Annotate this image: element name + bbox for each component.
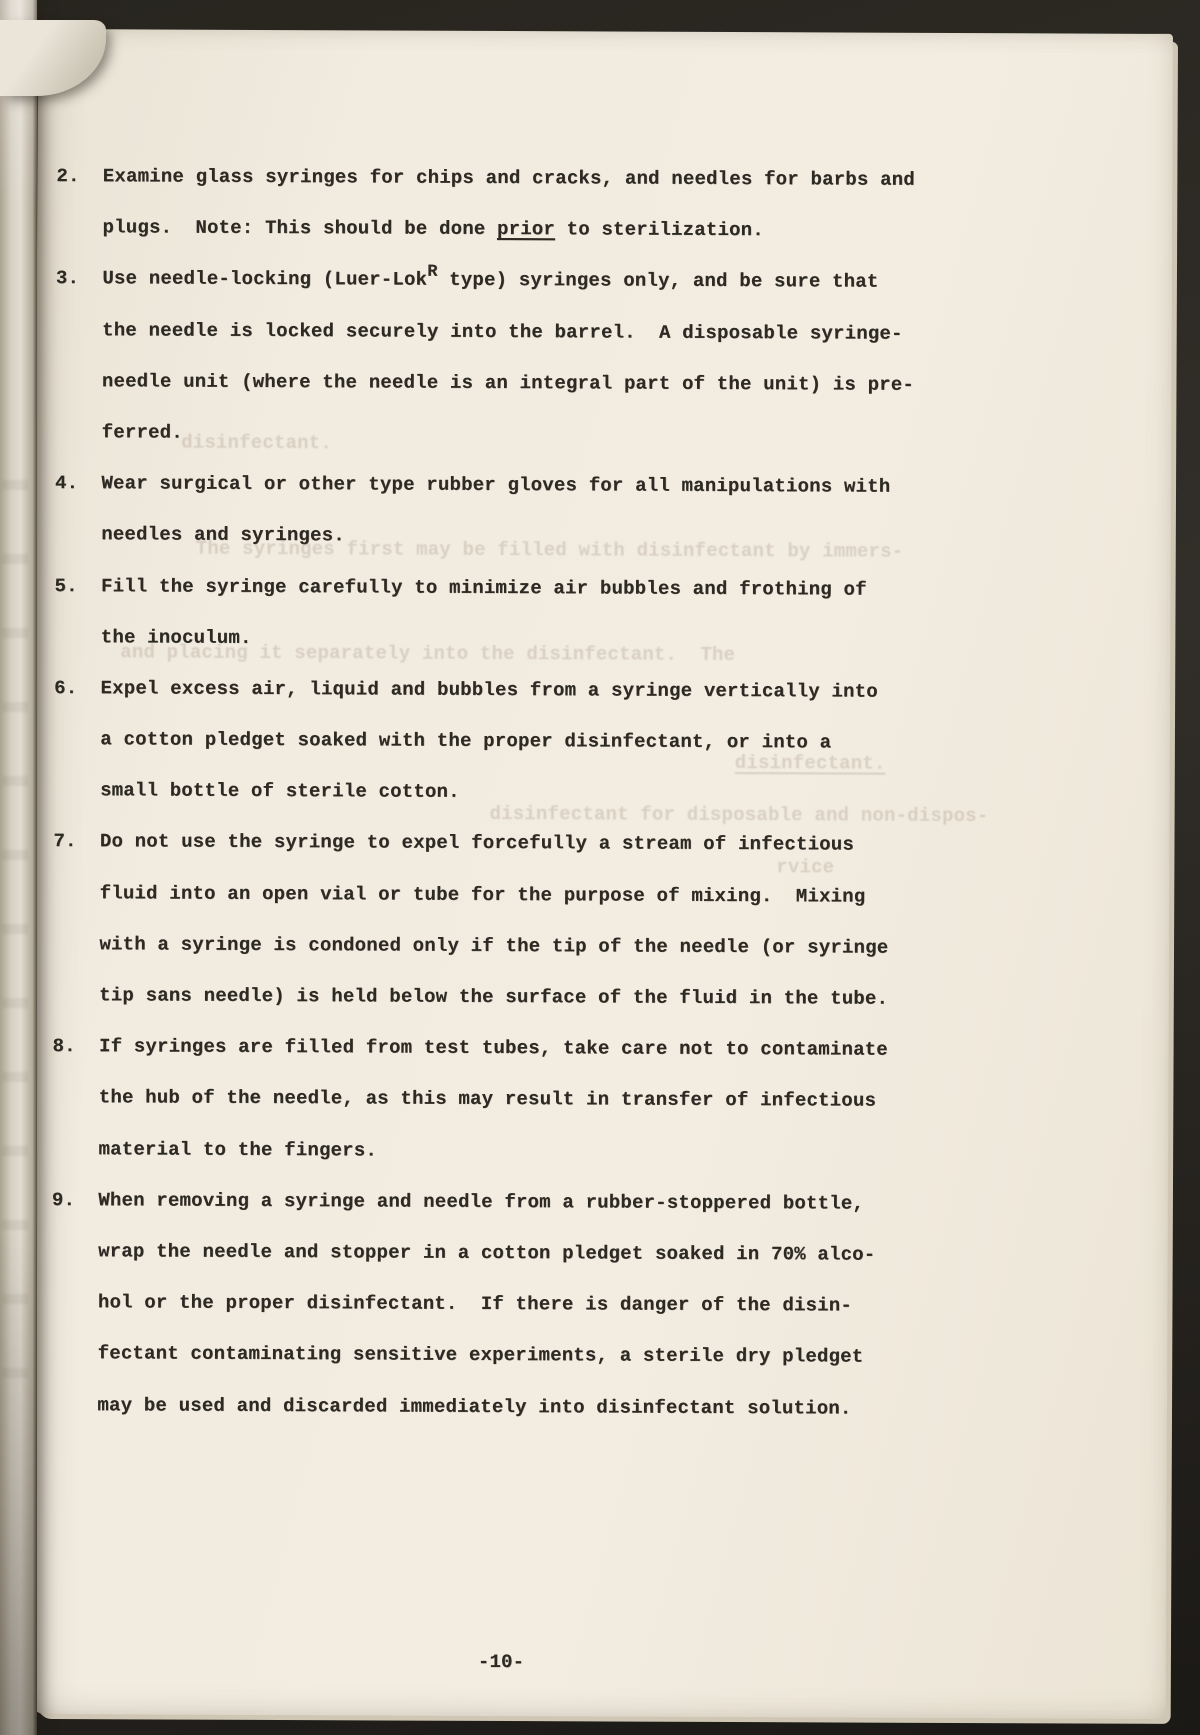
item-number: 9. bbox=[51, 1188, 99, 1212]
bleed-through-line: The syringes first may be filled with disinfectant by immers- bbox=[195, 537, 904, 563]
item-number: 6. bbox=[54, 676, 101, 700]
line-text: the inoculum. bbox=[100, 625, 252, 649]
item-number: 4. bbox=[54, 472, 102, 495]
item-indent bbox=[51, 1291, 98, 1313]
item-indent bbox=[51, 1394, 98, 1416]
list-item-first-line bbox=[52, 1035, 911, 1090]
line-text: hol or the proper disinfectant. If there is danger of the disin- bbox=[97, 1291, 853, 1317]
item-indent bbox=[53, 984, 100, 1006]
list-item-continuation-line bbox=[51, 1342, 910, 1397]
bleed-through-line: rvice bbox=[776, 856, 835, 879]
bleed-through-line: disinfectant. bbox=[181, 431, 333, 455]
list-item-continuation-line bbox=[53, 882, 912, 937]
item-indent bbox=[55, 421, 102, 443]
line-text: wrap the needle and stopper in a cotton pledget soaked in 70% alco- bbox=[98, 1240, 876, 1266]
line-text: When removing a syringe and needle from a rubber-stoppered bottle, bbox=[98, 1189, 865, 1215]
line-text: plugs. Note: This should be done bbox=[102, 216, 498, 241]
item-indent bbox=[55, 523, 102, 545]
item-indent bbox=[54, 626, 101, 648]
list-item-continuation-line bbox=[51, 1240, 910, 1295]
list-item-continuation-line bbox=[51, 1394, 910, 1449]
line-text: the hub of the needle, as this may result in transfer of infectious bbox=[98, 1086, 877, 1113]
list-item-continuation-line bbox=[56, 216, 915, 271]
item-number: 5. bbox=[54, 574, 102, 597]
item-indent bbox=[54, 728, 101, 750]
bleed-through-marks bbox=[2, 480, 28, 1380]
list-item-first-line bbox=[55, 263, 915, 322]
line-text: may be used and discarded immediately into disinfectant solution. bbox=[97, 1393, 852, 1420]
item-number: 8. bbox=[52, 1035, 100, 1058]
item-number: 3. bbox=[55, 267, 103, 290]
list-item-first-line bbox=[52, 1189, 911, 1244]
line-text: Wear surgical or other type rubber gloves for all manipulations with bbox=[101, 472, 891, 498]
item-indent bbox=[52, 1138, 99, 1160]
line-text: to sterilization. bbox=[554, 218, 764, 242]
line-text: small bottle of sterile cotton. bbox=[100, 779, 460, 804]
list-item-continuation-line bbox=[51, 1291, 910, 1346]
line-text: fluid into an open vial or tube for the purpose of mixing. Mixing bbox=[99, 881, 866, 908]
line-text: material to the fingers. bbox=[98, 1137, 378, 1162]
list-item-continuation-line bbox=[54, 779, 913, 834]
list-item-continuation-line bbox=[55, 523, 914, 578]
list-item-first-line bbox=[53, 831, 912, 886]
line-text: Do not use the syringe to expel forcefully a stream of infectious bbox=[99, 830, 855, 857]
numbered-procedure-list bbox=[51, 165, 915, 1448]
bleed-through-line: disinfectant. bbox=[734, 752, 886, 775]
item-indent bbox=[52, 1240, 99, 1262]
superscript-text: R bbox=[427, 263, 438, 283]
item-number: 7. bbox=[53, 830, 100, 853]
list-item-first-line bbox=[54, 575, 913, 630]
line-text: a cotton pledget soaked with the proper disinfectant, or into a bbox=[100, 728, 832, 754]
book-page bbox=[31, 29, 1173, 1719]
page-number: -10- bbox=[477, 1650, 525, 1674]
list-item-continuation-line bbox=[52, 1086, 911, 1141]
list-item-first-line bbox=[56, 165, 915, 220]
item-number: 2. bbox=[56, 165, 103, 188]
list-item-continuation-line bbox=[56, 319, 915, 374]
bleed-through-line: and placing it separately into the disinfectant. The bbox=[120, 641, 736, 667]
item-indent bbox=[53, 882, 100, 904]
item-indent bbox=[51, 1342, 98, 1364]
item-indent bbox=[53, 933, 100, 955]
line-text: Expel excess air, liquid and bubbles from a syringe vertically into bbox=[100, 677, 878, 703]
item-indent bbox=[52, 1086, 99, 1108]
bleed-through-line: disinfectant for disposable and non-dispos- bbox=[489, 802, 989, 828]
line-text: the needle is locked securely into the barrel. A disposable syringe- bbox=[102, 318, 903, 345]
list-item-first-line bbox=[54, 677, 913, 732]
line-text: Fill the syringe carefully to minimize air bubbles and frothing of bbox=[100, 574, 867, 601]
previous-page-curled-edge bbox=[0, 0, 37, 1735]
item-indent bbox=[56, 216, 103, 238]
line-text: with a syringe is condoned only if the tip of the needle (or syringe bbox=[99, 933, 889, 959]
line-text: ferred. bbox=[101, 421, 183, 444]
line-text: Examine glass syringes for chips and cracks, and needles for barbs and bbox=[102, 165, 915, 191]
line-text: fectant contaminating sensitive experiments, a sterile dry pledget bbox=[97, 1342, 864, 1368]
list-item-continuation-line bbox=[53, 933, 912, 988]
item-indent bbox=[54, 779, 101, 801]
line-text: needle unit (where the needle is an integral part of the unit) is pre- bbox=[101, 370, 915, 396]
list-item-first-line bbox=[55, 472, 914, 527]
list-item-continuation-line bbox=[54, 626, 913, 681]
line-text: needles and syringes. bbox=[101, 523, 345, 547]
list-item-continuation-line bbox=[55, 370, 914, 425]
list-item-continuation-line bbox=[54, 728, 913, 783]
line-text: If syringes are filled from test tubes, take care not to contaminate bbox=[98, 1035, 888, 1061]
line-text: type) syringes only, and be sure that bbox=[437, 269, 879, 294]
list-item-continuation-line bbox=[55, 421, 914, 476]
list-item-continuation-line bbox=[53, 984, 912, 1039]
underlined-text: prior bbox=[496, 218, 556, 241]
line-text: Use needle-locking (Luer-Lok bbox=[102, 267, 428, 292]
item-indent bbox=[55, 370, 102, 392]
line-text: tip sans needle) is held below the surface of the fluid in the tube. bbox=[99, 984, 889, 1010]
list-item-continuation-line bbox=[52, 1138, 911, 1193]
item-indent bbox=[56, 319, 103, 341]
